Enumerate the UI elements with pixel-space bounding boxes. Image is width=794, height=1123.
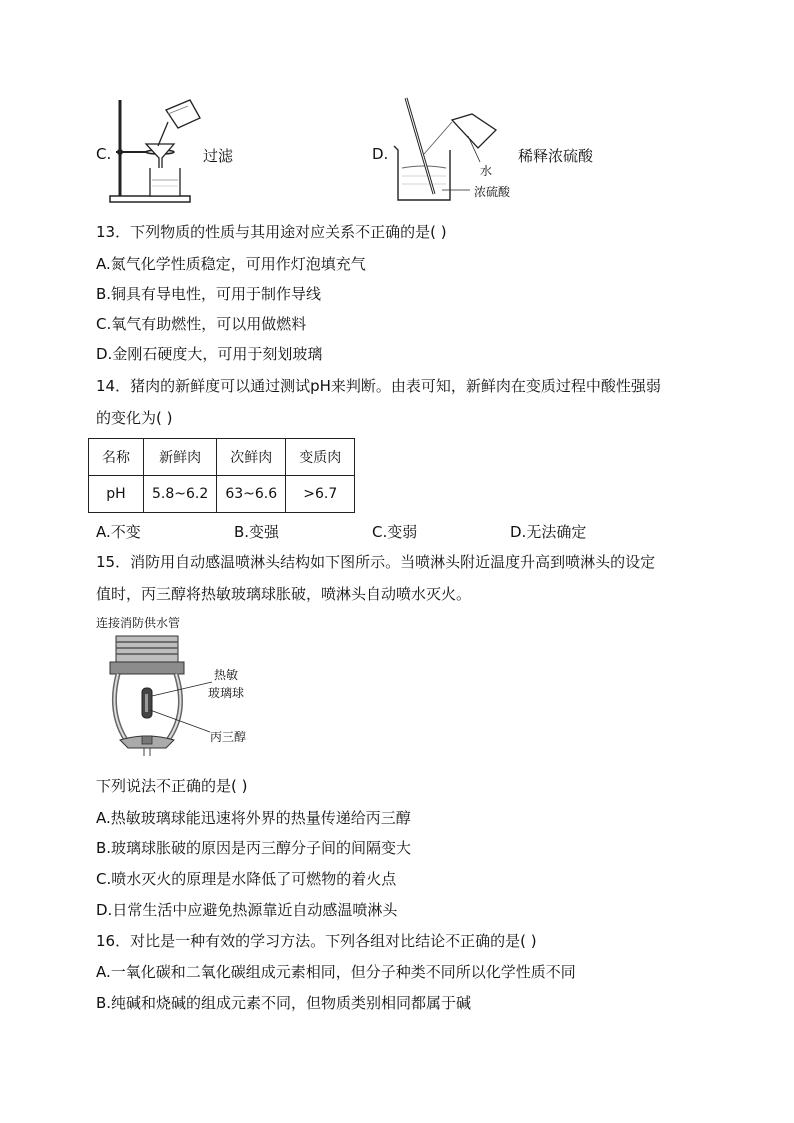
q13-option-d: D.金刚石硬度大，可用于刻划玻璃 [96, 345, 323, 363]
q13-option-b: B.铜具有导电性，可用于制作导线 [96, 285, 322, 303]
table-header-cell: 次鲜肉 [217, 439, 286, 476]
table-header-cell: 变质肉 [286, 439, 355, 476]
table-header-cell: 新鲜肉 [144, 439, 217, 476]
q15-option-a: A.热敏玻璃球能迅速将外界的热量传递给丙三醇 [96, 809, 411, 827]
q15-stem-line1: 15．消防用自动感温喷淋头结构如下图所示。当喷淋头附近温度升高到喷淋头的设定 [96, 553, 656, 571]
table-cell: 5.8~6.2 [144, 476, 217, 513]
table-cell: 63~6.6 [217, 476, 286, 513]
option-c-caption: 过滤 [203, 147, 234, 165]
glycerol-label: 丙三醇 [210, 730, 247, 744]
bulb-label-line1: 热敏 [214, 668, 239, 682]
filtration-apparatus-figure [108, 96, 204, 206]
table-cell: pH [89, 476, 144, 513]
option-d-caption: 稀释浓硫酸 [518, 147, 594, 165]
table-cell: >6.7 [286, 476, 355, 513]
q15-option-d: D.日常生活中应避免热源靠近自动感温喷淋头 [96, 901, 398, 919]
q13-option-a: A.氮气化学性质稳定，可用作灯泡填充气 [96, 255, 366, 273]
q14-option-c: C.变弱 [372, 523, 418, 541]
q14-stem-line1: 14．猪肉的新鲜度可以通过测试pH来判断。由表可知，新鲜肉在变质过程中酸性强弱 [96, 377, 661, 395]
sprinkler-head-figure [104, 632, 214, 758]
table-header-row [89, 439, 355, 476]
q15-option-c: C.喷水灭火的原理是水降低了可燃物的着火点 [96, 870, 397, 888]
option-c-letter: C. [96, 145, 112, 163]
water-label: 水 [480, 164, 493, 178]
q14-option-b: B.变强 [234, 523, 280, 541]
q16-option-a: A.一氧化碳和二氧化碳组成元素相同，但分子种类不同所以化学性质不同 [96, 963, 576, 981]
q14-stem-line2: 的变化为( ) [96, 409, 173, 427]
q16-stem: 16．对比是一种有效的学习方法。下列各组对比结论不正确的是( ) [96, 932, 537, 950]
ph-table [88, 438, 355, 513]
pipe-label: 连接消防供水管 [96, 616, 181, 630]
q13-option-c: C.氧气有助燃性，可以用做燃料 [96, 315, 307, 333]
option-d-letter: D. [372, 145, 389, 163]
q14-option-d: D.无法确定 [510, 523, 587, 541]
q13-stem: 13．下列物质的性质与其用途对应关系不正确的是( ) [96, 223, 447, 241]
q15-option-b: B.玻璃球胀破的原因是丙三醇分子间的间隔变大 [96, 839, 412, 857]
table-row [89, 476, 355, 513]
table-header-cell: 名称 [89, 439, 144, 476]
bulb-label-line2: 玻璃球 [208, 686, 245, 700]
q15-stem-line2: 值时，丙三醇将热敏玻璃球胀破，喷淋头自动喷水灭火。 [96, 585, 472, 603]
q14-option-a: A.不变 [96, 523, 141, 541]
q15-sub-stem: 下列说法不正确的是( ) [96, 777, 248, 795]
q16-option-b: B.纯碱和烧碱的组成元素不同，但物质类别相同都属于碱 [96, 994, 472, 1012]
acid-label: 浓硫酸 [474, 185, 511, 199]
